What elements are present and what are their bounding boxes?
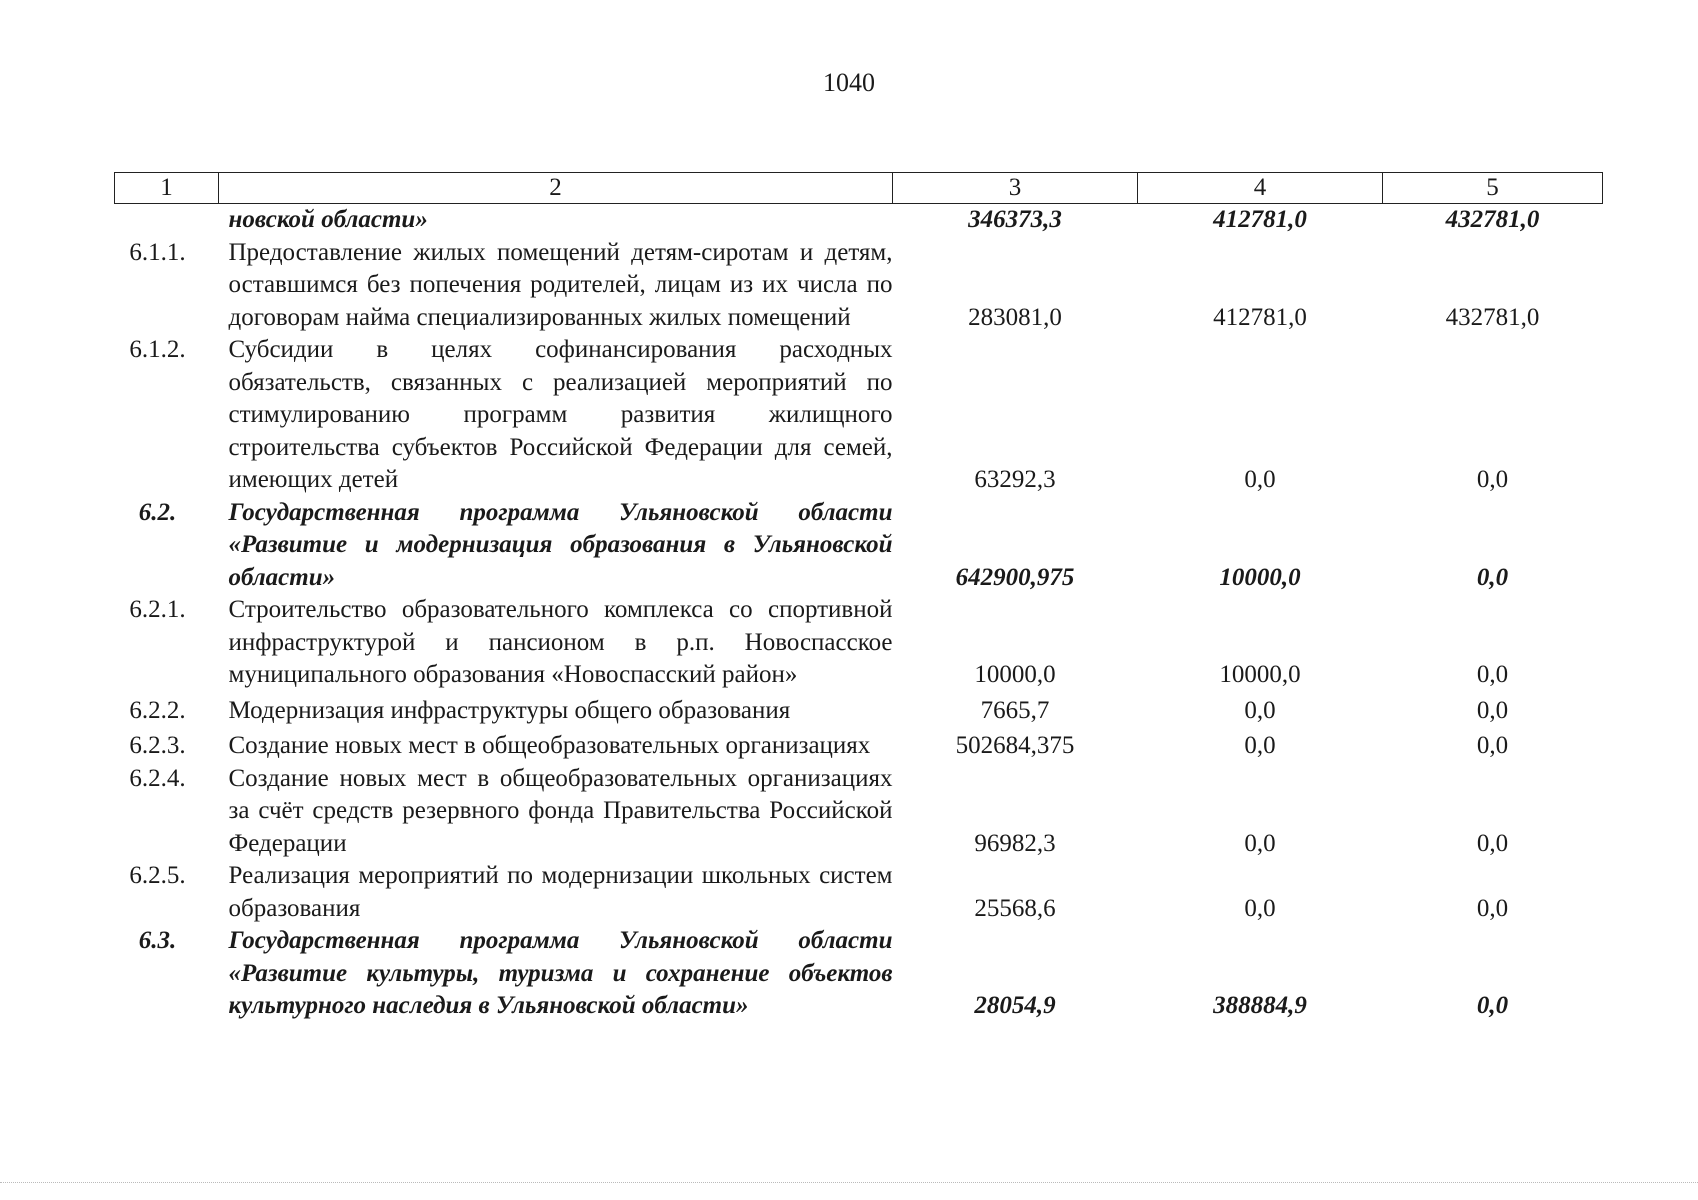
table-row-6-3	[115, 925, 1603, 1023]
column-number-header-row	[115, 173, 1603, 204]
table-row-program-continuation	[115, 204, 1603, 237]
row-number: 6.2.2.	[129, 696, 186, 724]
row-value-col3: 28054,9	[974, 992, 1056, 1019]
row-description: Создание новых мест в общеобразовательных организациях за счёт средств резервного фонда Правительства Российской Федерации	[228, 764, 893, 857]
row-number	[115, 204, 219, 237]
page-number: 1040	[823, 68, 875, 97]
row-number: 6.3.	[138, 927, 177, 954]
row-value-col4: 0,0	[1244, 894, 1276, 922]
row-description: Государственная программа Ульяновской области «Развитие культуры, туризма и сохранение объектов культурного наследия в Ульяновской области»	[228, 927, 893, 1019]
row-value-col5: 0,0	[1476, 696, 1509, 724]
row-number: 6.1.2.	[129, 336, 186, 363]
column-header-2: 2	[219, 173, 893, 204]
row-value-col5: 432781,0	[1445, 206, 1540, 233]
table-row-6-2-4	[115, 763, 1603, 861]
row-value-col5: 0,0	[1476, 563, 1509, 591]
row-description: Строительство образовательного комплекса со спортивной инфраструктурой и пансионом в р.п. Новоспасское муниципального образования «Новоспасский район»	[228, 596, 893, 688]
row-value-col4: 0,0	[1244, 732, 1276, 759]
row-number: 6.2.3.	[129, 732, 186, 759]
scan-edge-divider	[0, 1182, 1698, 1183]
row-number: 6.2.4.	[129, 764, 186, 792]
table-row-6-2-2	[115, 692, 1603, 728]
table-row-6-1-2	[115, 334, 1603, 497]
row-value-col5: 432781,0	[1445, 303, 1540, 331]
table-row-6-2	[115, 497, 1603, 595]
row-value-col3: 283081,0	[968, 303, 1062, 331]
row-value-col3: 10000,0	[974, 661, 1056, 688]
row-description: Субсидии в целях софинансирования расходных обязательств, связанных с реализацией мероприятий по стимулированию программ развития жилищного строительства субъектов Российской Федерации для семей, имеющих детей	[228, 336, 893, 493]
row-value-col3: 502684,375	[955, 732, 1075, 759]
row-number: 6.2.1.	[129, 596, 186, 623]
row-value-col5: 0,0	[1476, 894, 1509, 922]
row-value-col5: 0,0	[1476, 732, 1509, 759]
column-header-4: 4	[1138, 173, 1383, 204]
row-description: Модернизация инфраструктуры общего образования	[228, 696, 791, 724]
column-header-3: 3	[893, 173, 1138, 204]
row-description: Реализация мероприятий по модернизации школьных систем образования	[228, 862, 893, 922]
row-description: Государственная программа Ульяновской области «Развитие и модернизация образования в Ульяновской области»	[228, 498, 893, 591]
row-value-col5: 0,0	[1476, 466, 1509, 493]
table-row-6-2-3	[115, 727, 1603, 763]
budget-table	[114, 172, 1603, 1023]
row-value-col4: 388884,9	[1213, 992, 1307, 1019]
row-value-col3: 642900,975	[955, 563, 1075, 591]
row-value-col3: 25568,6	[974, 894, 1056, 922]
row-value-col3: 96982,3	[974, 829, 1056, 857]
row-value-col4: 10000,0	[1219, 661, 1301, 688]
row-value-col3: 346373,3	[968, 206, 1062, 233]
table-row-6-1-1	[115, 237, 1603, 335]
row-value-col4: 412781,0	[1213, 303, 1307, 331]
row-value-col4: 412781,0	[1213, 206, 1307, 233]
table-row-6-2-1	[115, 594, 1603, 692]
row-number: 6.2.5.	[129, 862, 186, 889]
row-value-col5: 0,0	[1476, 992, 1509, 1019]
row-value-col3: 7665,7	[980, 696, 1050, 724]
row-value-col5: 0,0	[1476, 661, 1509, 688]
row-value-col3: 63292,3	[974, 466, 1056, 493]
row-description: Предоставление жилых помещений детям-сиротам и детям, оставшимся без попечения родителей, лицам из их числа по договорам найма специализированных жилых помещений	[228, 238, 893, 331]
column-header-1: 1	[115, 173, 219, 204]
table-row-6-2-5	[115, 860, 1603, 925]
column-header-5: 5	[1383, 173, 1603, 204]
row-value-col4: 0,0	[1244, 696, 1276, 724]
row-number: 6.2.	[138, 498, 177, 526]
row-description: Создание новых мест в общеобразовательных организациях	[228, 732, 871, 759]
row-description: новской области»	[228, 206, 428, 233]
row-value-col4: 0,0	[1244, 466, 1276, 493]
row-value-col5: 0,0	[1476, 829, 1509, 857]
row-number: 6.1.1.	[129, 238, 186, 266]
row-value-col4: 0,0	[1244, 829, 1276, 857]
row-value-col4: 10000,0	[1219, 563, 1301, 591]
